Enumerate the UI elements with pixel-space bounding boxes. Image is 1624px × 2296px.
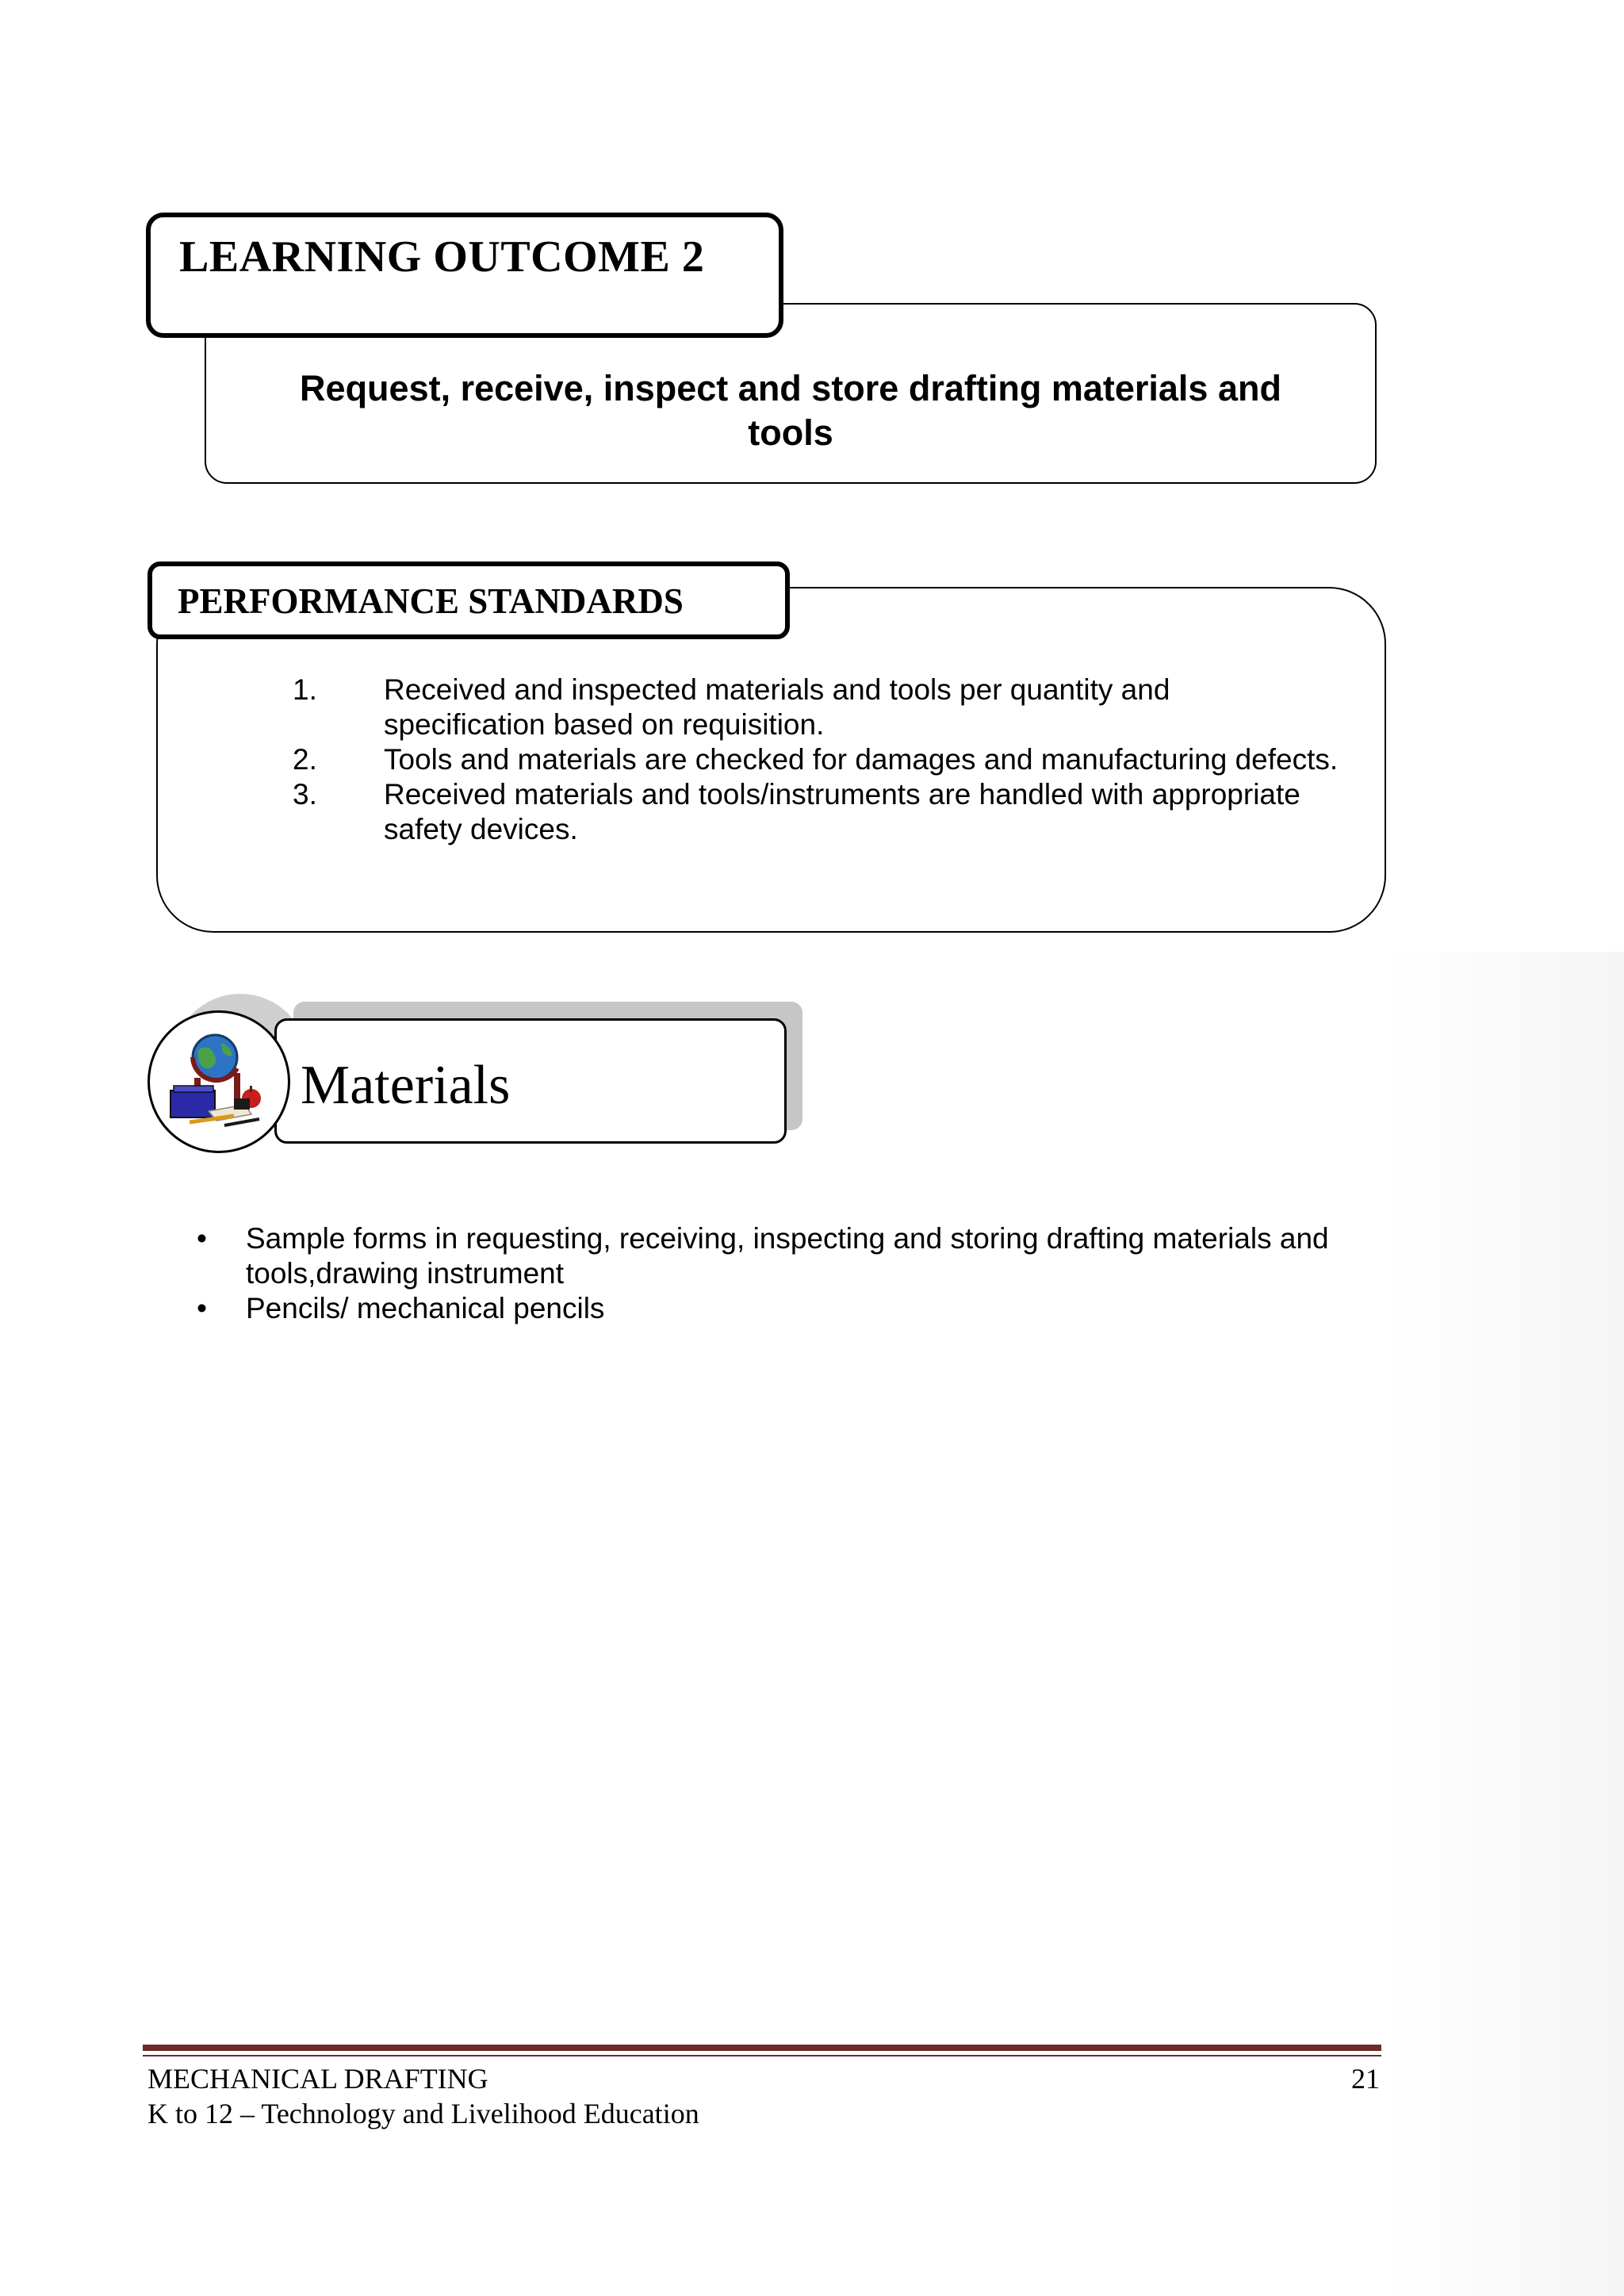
footer-rule — [143, 2045, 1381, 2051]
list-item-text: Received materials and tools/instruments are handled with appropriate safety devices. — [384, 778, 1300, 845]
list-item-number: 1. — [293, 673, 317, 706]
list-item-text: Tools and materials are checked for damages and manufacturing defects. — [384, 743, 1339, 776]
footer-subject: MECHANICAL DRAFTING — [147, 2063, 488, 2095]
list-item-text: Sample forms in requesting, receiving, inspecting and storing drafting materials and tools,drawing instrument — [246, 1222, 1329, 1290]
learning-outcome-title-box — [146, 213, 783, 338]
list-item — [158, 673, 1387, 742]
list-item-text: Received and inspected materials and tools per quantity and specification based on requisition. — [384, 673, 1170, 741]
performance-standards-title-box — [147, 562, 790, 639]
footer-rule-thin — [143, 2055, 1381, 2056]
list-item-number: 3. — [293, 778, 317, 811]
learning-outcome-title: LEARNING OUTCOME 2 — [179, 232, 705, 282]
materials-heading-box — [274, 1018, 787, 1144]
list-item — [0, 1291, 1388, 1326]
list-item — [158, 742, 1387, 777]
performance-standards-title: PERFORMANCE STANDARDS — [178, 581, 684, 621]
bullet-icon: • — [197, 1292, 207, 1324]
drafting-tools-icon — [158, 1022, 282, 1141]
materials-list — [0, 1221, 1388, 1326]
page-edge-shading — [1388, 952, 1624, 2296]
materials-heading: Materials — [301, 1055, 511, 1116]
materials-icon-badge — [147, 1010, 290, 1153]
footer-course: K to 12 – Technology and Livelihood Education — [147, 2098, 699, 2129]
list-item — [158, 777, 1387, 847]
list-item — [0, 1221, 1388, 1291]
bullet-icon: • — [197, 1222, 207, 1255]
performance-standards-list — [158, 673, 1387, 847]
page-number: 21 — [1351, 2063, 1380, 2095]
list-item-number: 2. — [293, 743, 317, 776]
list-item-text: Pencils/ mechanical pencils — [246, 1292, 605, 1324]
learning-outcome-description: Request, receive, inspect and store drafting materials and tools — [300, 368, 1281, 453]
